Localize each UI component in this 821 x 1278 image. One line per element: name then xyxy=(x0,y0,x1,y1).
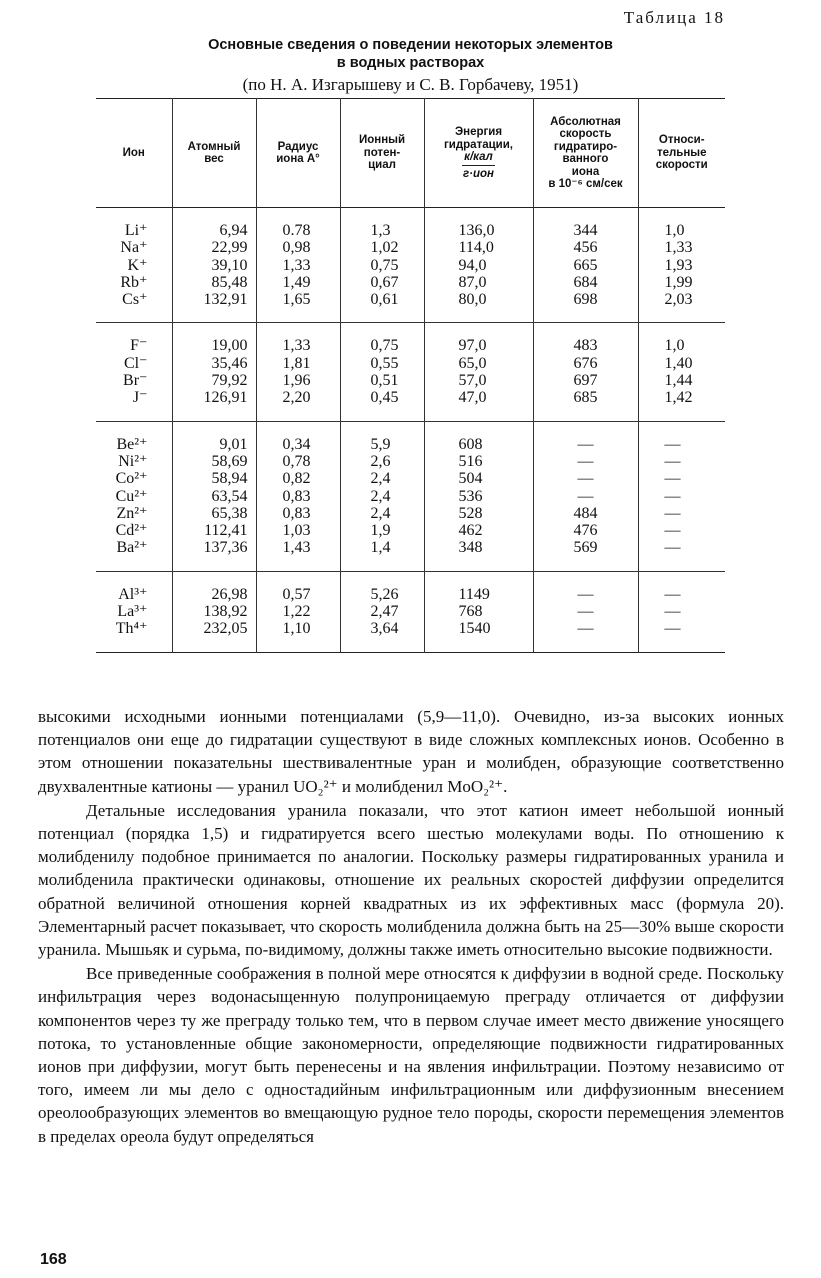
atomic-weight-cell-value: 9,01 xyxy=(219,435,248,453)
speed-cell-value: 676 xyxy=(573,354,598,372)
radius-cell-value: 1,33 xyxy=(282,337,311,355)
radius-cell-value: 1,03 xyxy=(282,522,311,540)
atomic-weight-cell-value: 112,41 xyxy=(204,522,248,540)
atomic-weight-cell-value: 79,92 xyxy=(211,372,248,390)
potential-cell xyxy=(340,421,424,571)
table-row xyxy=(96,323,725,421)
ion-cell-value: Al³⁺ xyxy=(118,585,148,603)
hydration-cell-value: 65,0 xyxy=(458,354,487,372)
potential-cell-value: 2,47 xyxy=(370,603,399,621)
speed-cell-value: 484 xyxy=(573,504,598,522)
ion-cell xyxy=(96,208,172,323)
ion-group xyxy=(96,323,725,421)
atomic-weight-cell-value: 39,10 xyxy=(211,256,248,274)
speed-cell-value: 698 xyxy=(573,291,598,309)
relative-cell-value: 1,33 xyxy=(664,239,693,257)
relative-cell xyxy=(638,571,725,652)
relative-cell-value: — xyxy=(664,539,681,557)
ion-cell-value: Ni²⁺ xyxy=(118,452,148,470)
radius-cell-value: 1,96 xyxy=(282,372,311,390)
ion-cell-value: Zn²⁺ xyxy=(116,504,148,522)
potential-cell-value: 2,4 xyxy=(370,470,391,488)
ion-cell-value: Cs⁺ xyxy=(122,291,148,309)
table-number: Таблица 18 xyxy=(623,8,725,27)
relative-cell-value: 1,93 xyxy=(664,256,693,274)
speed-cell xyxy=(533,323,638,421)
speed-cell-value: 456 xyxy=(573,239,598,257)
ion-cell-value: Ba²⁺ xyxy=(116,539,148,557)
relative-cell-value: 1,99 xyxy=(664,273,693,291)
atomic-weight-cell-value: 6,94 xyxy=(219,222,248,239)
hydration-cell xyxy=(424,323,533,421)
radius-cell-value: 1,10 xyxy=(282,620,311,638)
radius-cell-value: 0,83 xyxy=(282,487,311,505)
potential-cell-value: 2,4 xyxy=(370,504,391,522)
atomic-weight-cell-value: 63,54 xyxy=(211,487,248,505)
atomic-weight-cell-value: 26,98 xyxy=(211,585,248,603)
speed-cell-value: 665 xyxy=(573,256,598,274)
speed-cell-value: — xyxy=(577,603,594,621)
relative-cell-value: — xyxy=(664,585,681,603)
atomic-weight-cell-value: 232,05 xyxy=(203,620,248,638)
hydration-cell-value: 528 xyxy=(458,504,483,522)
radius-cell-value: 0.78 xyxy=(282,222,311,239)
radius-cell xyxy=(256,571,340,652)
speed-cell-value: 476 xyxy=(573,522,598,540)
table-header-row xyxy=(96,99,725,208)
speed-cell-value: — xyxy=(577,452,594,470)
hydration-cell-value: 94,0 xyxy=(458,256,487,274)
hydration-cell-value: 80,0 xyxy=(458,291,487,309)
table-title-block xyxy=(96,36,725,96)
atomic-weight-cell-value: 132,91 xyxy=(203,291,248,309)
atomic-weight-cell xyxy=(172,208,256,323)
speed-cell xyxy=(533,208,638,323)
atomic-weight-cell-value: 85,48 xyxy=(211,273,248,291)
potential-cell-value: 0,55 xyxy=(370,354,399,372)
hydration-cell-value: 97,0 xyxy=(458,337,487,355)
hydration-cell xyxy=(424,571,533,652)
ion-group xyxy=(96,208,725,323)
body-text xyxy=(38,705,784,1148)
hydration-cell-value: 1540 xyxy=(458,620,491,638)
data-table xyxy=(96,98,725,653)
atomic-weight-cell-value: 65,38 xyxy=(211,504,248,522)
ion-cell-value: Cu²⁺ xyxy=(115,487,148,505)
ion-cell-value: Br⁻ xyxy=(123,372,148,390)
radius-cell-value: 2,20 xyxy=(282,389,311,407)
radius-cell-value: 0,78 xyxy=(282,452,311,470)
potential-cell-value: 5,26 xyxy=(370,585,399,603)
relative-cell-value: 1,0 xyxy=(664,337,685,355)
potential-cell-value: 1,3 xyxy=(370,222,391,239)
potential-cell-value: 1,9 xyxy=(370,522,391,540)
atomic-weight-cell-value: 138,92 xyxy=(203,603,248,621)
ion-cell-value: Be²⁺ xyxy=(116,435,148,453)
atomic-weight-cell-value: 126,91 xyxy=(203,389,248,407)
header-relative-speed: Относи- тельные скорости xyxy=(638,99,725,208)
ion-cell-value: Cl⁻ xyxy=(123,354,148,372)
table-row xyxy=(96,208,725,323)
hydration-cell-value: 348 xyxy=(458,539,483,557)
potential-cell-value: 1,02 xyxy=(370,239,399,257)
radius-cell-value: 1,22 xyxy=(282,603,311,621)
ion-cell xyxy=(96,571,172,652)
header-ion: Ион xyxy=(122,146,145,159)
hydration-cell-value: 87,0 xyxy=(458,273,487,291)
ion-cell-value: Rb⁺ xyxy=(120,273,148,291)
speed-cell-value: — xyxy=(577,435,594,453)
relative-cell-value: — xyxy=(664,452,681,470)
potential-cell-value: 2,4 xyxy=(370,487,391,505)
potential-cell-value: 3,64 xyxy=(370,620,399,638)
radius-cell xyxy=(256,208,340,323)
paragraph: высокими исходными ионными потенциалами (5,9—11,0). Очевидно, из-за высоких ионных потенциалов они еще до гидратации существуют в виде сложных комплексных ионов. Особенно в этом отношении показательны шествивалентные уран и молибден, образующие соответственно двухвалентные катионы — уранил UO₂²⁺ и молибденил MoO₂²⁺. xyxy=(38,707,784,796)
ion-cell-value: Co²⁺ xyxy=(115,470,148,488)
relative-cell-value: — xyxy=(664,435,681,453)
potential-cell-value: 0,51 xyxy=(370,372,399,390)
ion-cell-value: K⁺ xyxy=(127,256,148,274)
speed-cell-value: 569 xyxy=(573,539,598,557)
paragraph: Детальные исследования уранила показали, что этот катион имеет небольшой ионный потенциал (порядка 1,5) и гидратируется всего шестью молекулами воды. По отношению к молибденилу подобное принимается по аналогии. Поскольку размеры гидратированных уранила и молибденила практически одинаковы, отношение их реальных скоростей диффузии определится обратной величиной отношения корней квадратных из их эффективных масс (формула 20). Элементарный расчет показывает, что скорость молибденила должна быть на 25—30% выше скорости уранила. Мышьяк и сурьма, по-видимому, должны также иметь относительно высокие подвижности. xyxy=(38,800,784,960)
table-row xyxy=(96,571,725,652)
table-title-line-1: Основные сведения о поведении некоторых элементов xyxy=(208,37,613,53)
ion-cell-value: J⁻ xyxy=(132,389,148,407)
relative-cell-value: — xyxy=(664,620,681,638)
ion-cell xyxy=(96,323,172,421)
ion-cell-value: Th⁴⁺ xyxy=(115,620,148,638)
relative-cell-value: — xyxy=(664,470,681,488)
relative-cell-value: 1,0 xyxy=(664,222,685,239)
relative-cell-value: 1,40 xyxy=(664,354,693,372)
potential-cell-value: 0,61 xyxy=(370,291,399,309)
speed-cell-value: 483 xyxy=(573,337,598,355)
relative-cell-value: 1,44 xyxy=(664,372,693,390)
radius-cell-value: 0,34 xyxy=(282,435,311,453)
hydration-cell-value: 136,0 xyxy=(458,222,495,239)
radius-cell-value: 1,81 xyxy=(282,354,311,372)
header-absolute-speed: Абсолютная скорость гидратиро- ванного иона в 10⁻⁶ см/сек xyxy=(533,99,638,208)
hydration-cell xyxy=(424,208,533,323)
atomic-weight-cell xyxy=(172,421,256,571)
relative-cell-value: 1,42 xyxy=(664,389,693,407)
speed-cell-value: 685 xyxy=(573,389,598,407)
ion-cell-value: Cd²⁺ xyxy=(115,522,148,540)
table-row xyxy=(96,421,725,571)
potential-cell-value: 0,67 xyxy=(370,273,399,291)
hydration-cell-value: 516 xyxy=(458,452,483,470)
relative-cell xyxy=(638,421,725,571)
ion-cell-value: Li⁺ xyxy=(124,222,148,239)
hydration-cell-value: 536 xyxy=(458,487,483,505)
radius-cell xyxy=(256,323,340,421)
radius-cell-value: 0,98 xyxy=(282,239,311,257)
relative-cell-value: 2,03 xyxy=(664,291,693,309)
radius-cell xyxy=(256,421,340,571)
speed-cell-value: — xyxy=(577,620,594,638)
speed-cell-value: — xyxy=(577,585,594,603)
atomic-weight-cell-value: 22,99 xyxy=(211,239,248,257)
header-atomic-weight: Атомный вес xyxy=(172,99,256,208)
atomic-weight-cell-value: 19,00 xyxy=(211,337,248,355)
header-potential: Ионный потен- циал xyxy=(340,99,424,208)
speed-cell xyxy=(533,421,638,571)
atomic-weight-cell-value: 137,36 xyxy=(203,539,248,557)
hydration-cell-value: 114,0 xyxy=(458,239,494,257)
ion-cell-value: Na⁺ xyxy=(120,239,148,257)
speed-cell-value: 344 xyxy=(573,222,598,239)
ion-group xyxy=(96,421,725,571)
hydration-cell-value: 504 xyxy=(458,470,483,488)
potential-cell-value: 5,9 xyxy=(370,435,391,453)
potential-cell xyxy=(340,571,424,652)
potential-cell-value: 0,45 xyxy=(370,389,399,407)
potential-cell xyxy=(340,323,424,421)
relative-cell-value: — xyxy=(664,522,681,540)
potential-cell xyxy=(340,208,424,323)
radius-cell-value: 0,57 xyxy=(282,585,311,603)
table-title-line-2: в водных растворах xyxy=(336,55,485,71)
relative-cell xyxy=(638,323,725,421)
relative-cell xyxy=(638,208,725,323)
speed-cell-value: 684 xyxy=(573,273,598,291)
radius-cell-value: 1,33 xyxy=(282,256,311,274)
ion-cell xyxy=(96,421,172,571)
hydration-cell-value: 462 xyxy=(458,522,483,540)
speed-cell-value: — xyxy=(577,470,594,488)
ion-group xyxy=(96,571,725,652)
ion-cell-value: F⁻ xyxy=(130,337,148,355)
relative-cell-value: — xyxy=(664,603,681,621)
header-radius: Радиус иона А° xyxy=(256,99,340,208)
hydration-cell-value: 1149 xyxy=(458,585,490,603)
radius-cell-value: 1,65 xyxy=(282,291,311,309)
speed-cell-value: 697 xyxy=(573,372,598,390)
radius-cell-value: 0,83 xyxy=(282,504,311,522)
relative-cell-value: — xyxy=(664,504,681,522)
hydration-cell-value: 47,0 xyxy=(458,389,487,407)
speed-cell-value: — xyxy=(577,487,594,505)
relative-cell-value: — xyxy=(664,487,681,505)
atomic-weight-cell-value: 58,94 xyxy=(211,470,248,488)
hydration-cell xyxy=(424,421,533,571)
atomic-weight-cell xyxy=(172,323,256,421)
hydration-cell-value: 608 xyxy=(458,435,483,453)
radius-cell-value: 0,82 xyxy=(282,470,311,488)
paragraph: Все приведенные соображения в полной мере относятся к диффузии в водной среде. Поскольку инфильтрация через водонасыщенную полупроницаемую преграду отличается от диффузии компонентов через ту же преграду только тем, что в первом случае имеет место движение уносящего потока, то установленные общие закономерности, определяющие подвижности гидратированных ионов при диффузии, могут быть перенесены и на явления инфильтрации. Поэтому независимо от того, имеем ли мы дело с одностадийным инфильтрационным или диффузионным внесением ореолообразующих элементов во вмещающую рудное тело породы, скорости перемещения элементов в пределах ореола будут определяться xyxy=(38,964,784,1146)
atomic-weight-cell xyxy=(172,571,256,652)
hydration-cell-value: 768 xyxy=(458,603,483,621)
potential-cell-value: 1,4 xyxy=(370,539,391,557)
ion-cell-value: La³⁺ xyxy=(117,603,148,621)
speed-cell xyxy=(533,571,638,652)
radius-cell-value: 1,49 xyxy=(282,273,311,291)
page-number: 168 xyxy=(40,1251,67,1268)
potential-cell-value: 0,75 xyxy=(370,256,399,274)
radius-cell-value: 1,43 xyxy=(282,539,311,557)
header-hydration-energy: Энергия гидратации, к/кал г·ион xyxy=(424,99,533,208)
atomic-weight-cell-value: 58,69 xyxy=(211,452,248,470)
hydration-cell-value: 57,0 xyxy=(458,372,487,390)
atomic-weight-cell-value: 35,46 xyxy=(211,354,248,372)
potential-cell-value: 0,75 xyxy=(370,337,399,355)
table-subtitle: (по Н. А. Изгарышеву и С. В. Горбачеву, 1951) xyxy=(242,75,579,94)
potential-cell-value: 2,6 xyxy=(370,452,391,470)
